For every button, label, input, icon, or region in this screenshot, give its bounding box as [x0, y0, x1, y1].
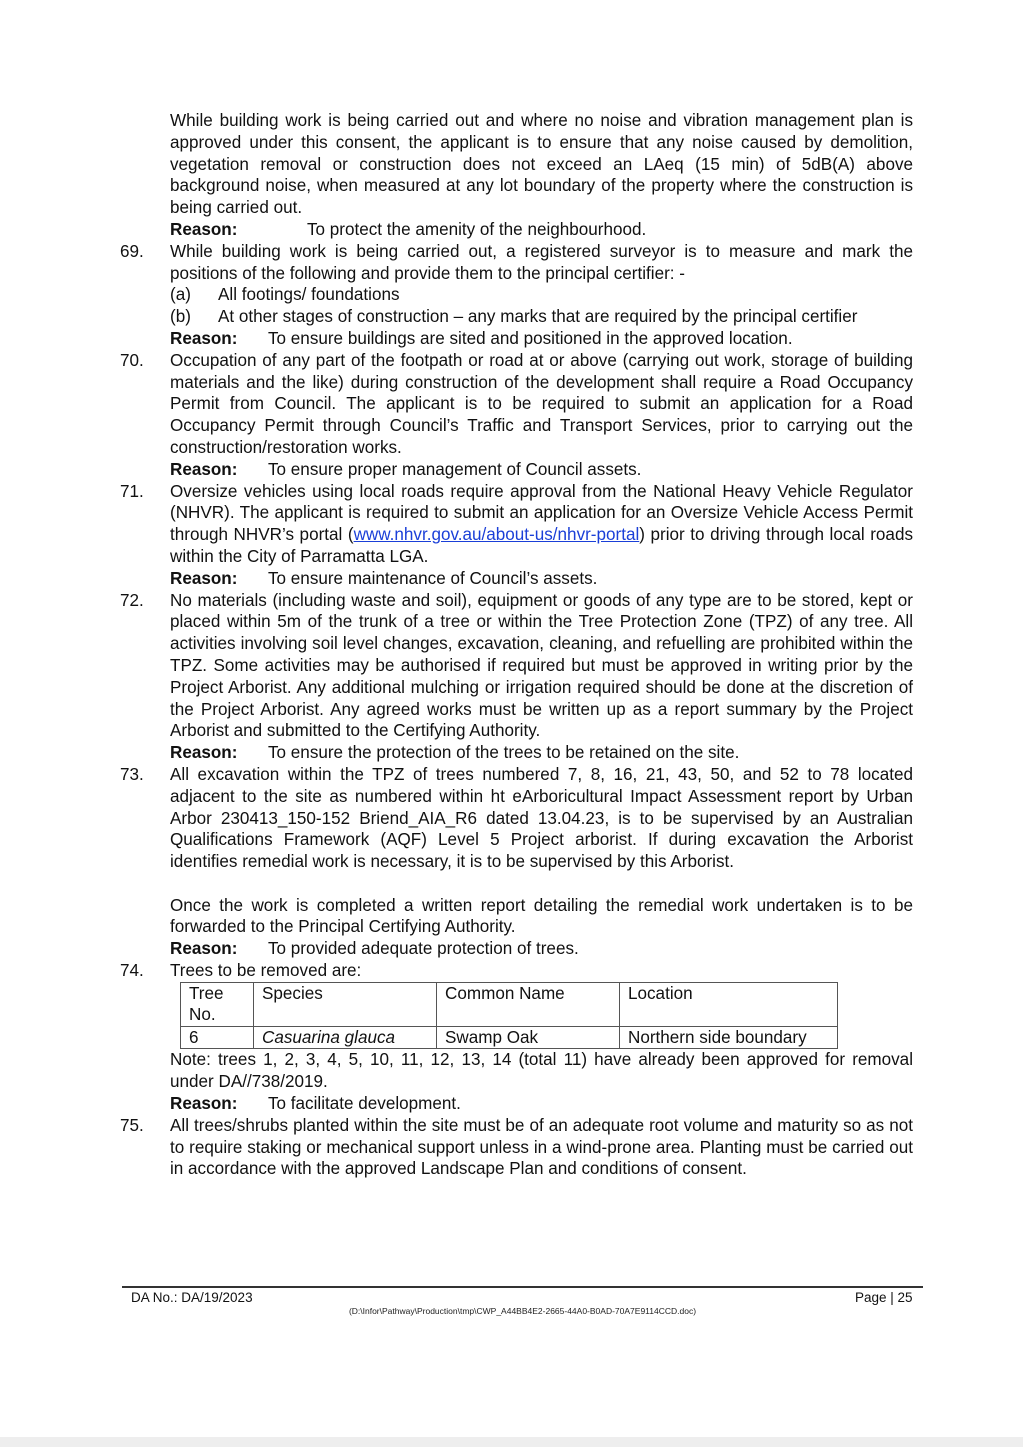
reason-label: Reason:: [170, 459, 238, 479]
condition-text: While building work is being carried out, a registered surveyor is to measure and mark the positions of the following and provide them to the principal certifier: -: [170, 241, 913, 283]
reason-text: To ensure maintenance of Council’s assets.: [268, 568, 598, 588]
condition-72: [120, 590, 913, 743]
table-header-cell: Species: [254, 982, 437, 1026]
table-cell: Swamp Oak: [437, 1026, 620, 1049]
table-cell: Northern side boundary: [620, 1026, 838, 1049]
noise-condition-text: While building work is being carried out and where no noise and vibration management plan is approved under this consent, the applicant is to ensure that any noise caused by demolition, vegetation removal or construction does not exceed an LAeq (15 min) of 5dB(A) above background noise, when measured at any lot boundary of the property where the construction is being carried out.: [170, 111, 913, 218]
reason-line: [120, 328, 913, 350]
footer-file-path: (D:\Infor\Pathway\Production\tmp\CWP_A44BB4E2-2665-44A0-B0AD-70A7E9114CCD.doc): [348, 1306, 697, 1316]
list-item-label: (b): [170, 307, 191, 327]
condition-number: 75.: [120, 1115, 144, 1135]
condition-text-second-paragraph: Once the work is completed a written report detailing the remedial work undertaken is to be forwarded to the Principal Certifying Authority.: [170, 895, 913, 937]
reason-line: [120, 938, 913, 960]
list-item-label: (a): [170, 285, 191, 305]
reason-label: Reason:: [170, 939, 238, 959]
reason-text: To ensure the protection of the trees to be retained on the site.: [268, 743, 740, 763]
condition-75: [120, 1115, 913, 1180]
footer-da-number: DA No.: DA/19/2023: [131, 1290, 253, 1305]
condition-73: [120, 764, 913, 873]
table-cell: 6: [181, 1026, 254, 1049]
reason-label: Reason:: [170, 328, 238, 348]
blank-line: [120, 873, 913, 895]
condition-text: No materials (including waste and soil), equipment or goods of any type are to be stored, kept or placed within 5m of the trunk of a tree or within the Tree Protection Zone (TPZ) of any tree. All activities involving soil level changes, excavation, cleaning, and refuelling are prohibited within the TPZ. Some activities may be authorised if required but must be approved in writing prior by the Project Arborist. Any additional mulching or irrigation required should be done at the discretion of the Project Arborist. Any agreed works must be written up as a report summary by the Project Arborist and submitted to the Certifying Authority.: [170, 590, 913, 741]
reason-label: Reason:: [170, 568, 238, 588]
condition-text: All trees/shrubs planted within the site must be of an adequate root volume and maturity so as not to require staking or mechanical support unless in a wind-prone area. Planting must be carried out in accordance with the approved Landscape Plan and conditions of consent.: [170, 1115, 913, 1179]
reason-text: To ensure proper management of Council assets.: [268, 459, 642, 479]
reason-line: [120, 742, 913, 764]
reason-label: Reason:: [170, 1093, 238, 1113]
condition-text-continued: ) prior to driving through local roads within the City of Parramatta LGA.: [170, 525, 913, 566]
footer-divider: [122, 1286, 923, 1288]
table-header-cell: Common Name: [437, 982, 620, 1026]
condition-number: 71.: [120, 481, 144, 501]
condition-text: Oversize vehicles using local roads require approval from the National Heavy Vehicle Regulator (NHVR). The applicant is required to submit an application for an Oversize Vehicle Access Permit through NHVR’s portal (: [170, 481, 913, 545]
reason-line: [120, 568, 913, 590]
table-header-cell: Tree No.: [181, 982, 254, 1026]
table-cell: Casuarina glauca: [254, 1026, 437, 1049]
reason-text: To ensure buildings are sited and positioned in the approved location.: [268, 328, 793, 348]
condition-number: 70.: [120, 350, 144, 370]
table-header-cell: Location: [620, 982, 838, 1026]
table-row: [181, 1026, 838, 1049]
condition-number: 72.: [120, 590, 144, 610]
nhvr-portal-link[interactable]: www.nhvr.gov.au/about-us/nhvr-portal: [353, 525, 640, 545]
condition-text: Occupation of any part of the footpath or road at or above (carrying out work, storage of building materials and the like) during construction of the development shall require a Road Occupancy Permit from Council. The applicant is to be required to submit an application for a Road Occupancy Permit through Council’s Traffic and Transport Services, prior to carrying out the construction/restoration works.: [170, 350, 913, 457]
list-item-text: All footings/ foundations: [218, 285, 400, 305]
condition-74: [120, 960, 913, 982]
condition-text: Trees to be removed are:: [170, 961, 362, 981]
list-item: [120, 306, 913, 328]
reason-text: To facilitate development.: [268, 1093, 461, 1113]
page-content: [120, 110, 913, 1180]
list-item: [120, 284, 913, 306]
reason-label: Reason:: [170, 743, 238, 763]
condition-71: [120, 481, 913, 568]
reason-line: [120, 219, 913, 241]
list-item-text: At other stages of construction – any marks that are required by the principal certifier: [218, 307, 858, 327]
reason-label: Reason:: [170, 219, 238, 239]
reason-text: To provided adequate protection of trees.: [268, 939, 579, 959]
page-bottom-edge: [0, 1437, 1023, 1447]
trees-to-remove-table: [180, 982, 838, 1050]
condition-number: 73.: [120, 764, 144, 784]
condition-text: All excavation within the TPZ of trees numbered 7, 8, 16, 21, 43, 50, and 52 to 78 located adjacent to the site as numbered within ht eArboricultural Impact Assessment report by Urban Arbor 230413_150-152 Briend_AIA_R6 dated 13.04.23, is to be supervised by an Australian Qualifications Framework (AQF) Level 5 Project arborist. If during excavation the Arborist identifies remedial work is necessary, it is to be supervised by this Arborist.: [170, 764, 913, 872]
reason-line: [120, 1093, 913, 1115]
reason-line: [120, 459, 913, 481]
table-header-row: [181, 982, 838, 1026]
reason-text: To protect the amenity of the neighbourhood.: [307, 219, 647, 239]
condition-70: [120, 350, 913, 459]
condition-69: [120, 241, 913, 285]
footer-page-number: Page | 25: [855, 1290, 913, 1305]
condition-number: 74.: [120, 961, 144, 981]
removal-note: Note: trees 1, 2, 3, 4, 5, 10, 11, 12, 13, 14 (total 11) have already been approved for removal under DA//738/2019.: [170, 1050, 913, 1092]
condition-number: 69.: [120, 241, 144, 261]
